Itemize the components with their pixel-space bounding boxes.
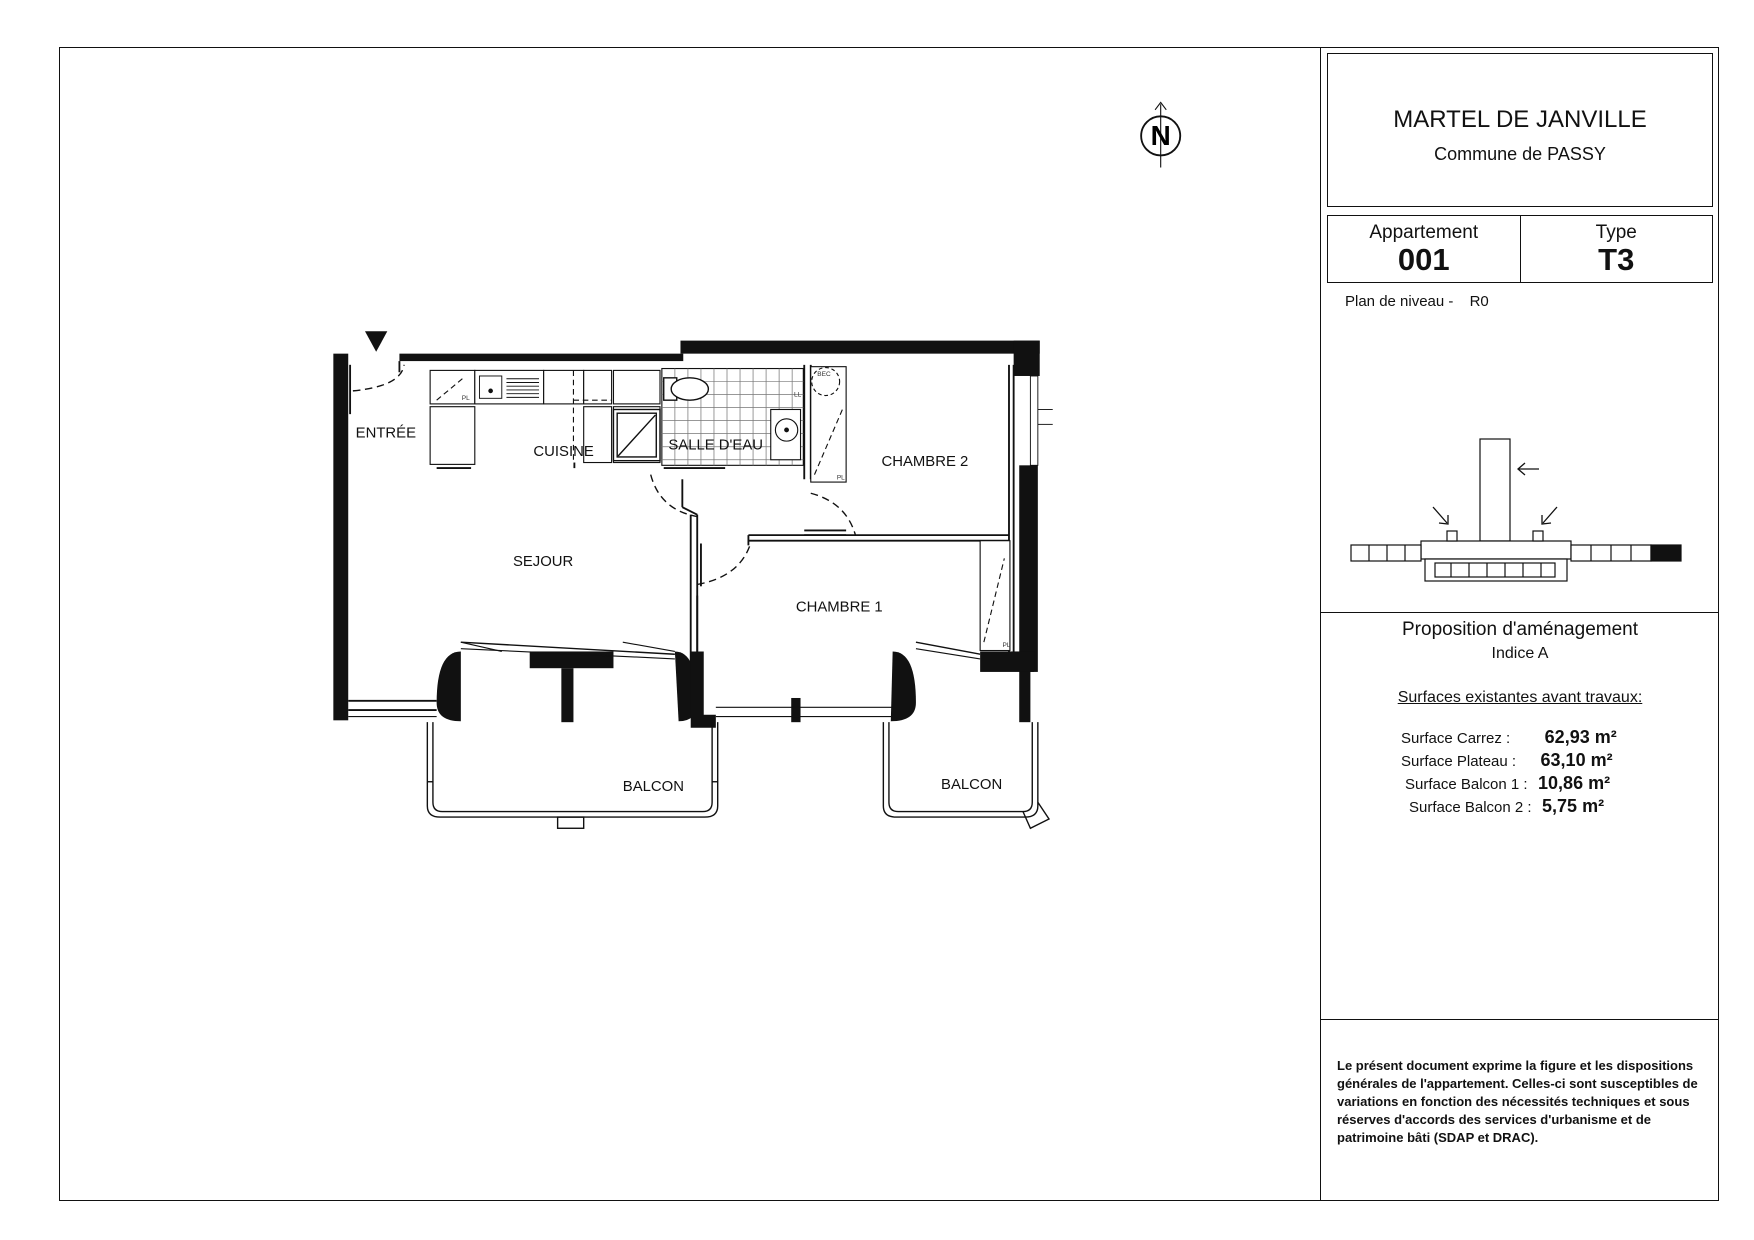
surface-label: Surface Plateau : <box>1401 753 1517 770</box>
section-divider-1 <box>1321 612 1718 613</box>
apartment-number: 001 <box>1397 242 1450 277</box>
commune-name: Commune de PASSY <box>1434 144 1606 164</box>
room-label-cuisine: CUISINE <box>533 444 594 461</box>
room-label-sejour: SEJOUR <box>512 553 574 570</box>
apartment-label: Appartement <box>1369 222 1479 243</box>
room-label-salle-eau: SALLE D'EAU <box>668 437 764 454</box>
closet-chambre1 <box>980 541 1010 651</box>
room-label-chambre2: CHAMBRE 2 <box>881 454 969 471</box>
surface-label: Surface Balcon 1 : <box>1405 776 1528 793</box>
entry-marker-icon <box>365 331 387 351</box>
surface-label: Surface Carrez : <box>1401 730 1511 747</box>
balcony-2 <box>883 722 1049 828</box>
kitchen-pl-label: PL <box>461 395 470 403</box>
project-title-box <box>1327 53 1713 207</box>
south-facade <box>348 642 1034 722</box>
surface-row <box>1401 750 1613 774</box>
closet2-pl-label: PL <box>836 474 845 482</box>
bec-label: BEC <box>817 370 831 378</box>
window-right <box>1030 376 1052 465</box>
balcony-1 <box>427 722 717 828</box>
disclaimer-text: Le présent document exprime la figure et les dispositions générales de l'appartement. Celles-ci sont susceptibles de variations en fonction des nécessités techniques et sous réserves d'accords des services d'urbanisme et de patrimoine bâti (SDAP et DRAC). <box>1337 1058 1698 1145</box>
surface-row <box>1409 796 1604 820</box>
surfaces-title: Surfaces existantes avant travaux: <box>1397 689 1643 706</box>
closet1-pl-label: PL <box>1002 641 1011 649</box>
room-label-balcon2: BALCON <box>941 777 1003 794</box>
room-label-entree: ENTRÉE <box>355 425 417 442</box>
type-label: Type <box>1595 222 1637 243</box>
closet-chambre2 <box>811 367 846 482</box>
washbasin-icon <box>771 409 801 459</box>
type-cell <box>1520 216 1713 282</box>
type-value: T3 <box>1598 242 1635 277</box>
surface-value: 63,10 m² <box>1540 750 1613 770</box>
toilet-icon <box>664 378 709 400</box>
level-label: Plan de niveau - <box>1345 293 1454 310</box>
title-block <box>1320 47 1719 1201</box>
ll-label: LL <box>794 391 802 399</box>
proposal-indice: Indice A <box>1491 645 1549 662</box>
surface-value: 5,75 m² <box>1542 796 1605 816</box>
surface-label: Surface Balcon 2 : <box>1409 799 1532 816</box>
level-line <box>1345 293 1489 310</box>
apartment-info-box <box>1327 215 1713 283</box>
project-name: MARTEL DE JANVILLE <box>1393 106 1647 133</box>
room-label-balcon1: BALCON <box>622 779 684 796</box>
surface-value: 10,86 m² <box>1538 773 1611 793</box>
shower-icon <box>613 409 660 460</box>
level-value: R0 <box>1469 293 1489 310</box>
key-plan <box>1341 379 1701 599</box>
north-label: N <box>1150 120 1171 152</box>
north-arrow-icon <box>1141 102 1180 167</box>
room-label-chambre1: CHAMBRE 1 <box>795 599 883 616</box>
apartment-cell <box>1328 216 1520 282</box>
surface-row <box>1405 773 1610 797</box>
proposal-title: Proposition d'aménagement <box>1402 619 1638 640</box>
section-divider-2 <box>1321 1019 1718 1020</box>
surface-row <box>1401 727 1617 751</box>
surface-value: 62,93 m² <box>1544 727 1617 747</box>
